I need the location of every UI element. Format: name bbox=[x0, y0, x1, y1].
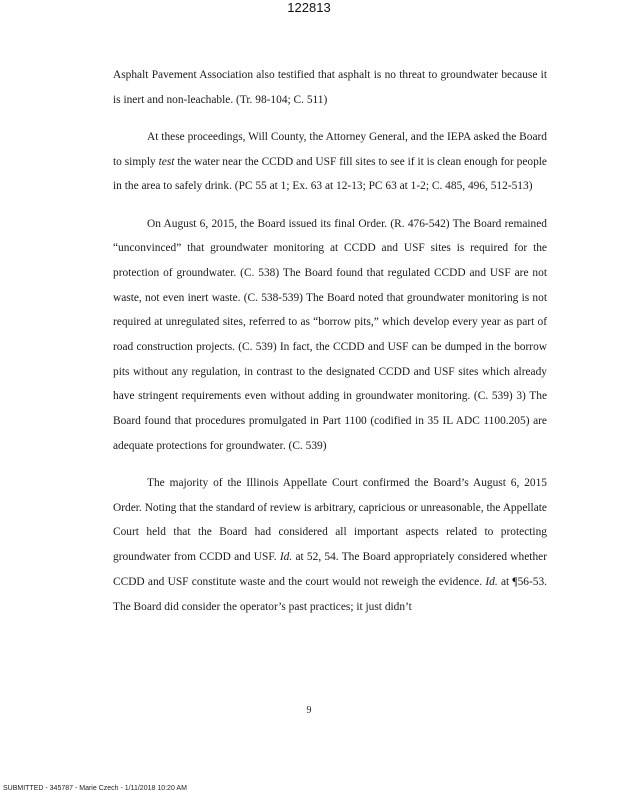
citation-id-2: Id. bbox=[485, 575, 498, 588]
paragraph-4-text-a: The majority of the Illinois Appellate Court confirmed the Board’s August 6, 2015 Order. Noting that the standard of review is arbitrary, capricious or unreasonable, the Appellate Court held that the Board had considered all important aspects related to protecting groundwater from CCDD and USF. bbox=[113, 477, 547, 564]
emphasis-test: test bbox=[158, 155, 175, 168]
submission-stamp: SUBMITTED - 345787 - Marie Czech - 1/11/2018 10:20 AM bbox=[3, 785, 187, 792]
page-number: 9 bbox=[306, 705, 312, 716]
paragraph-1: Asphalt Pavement Association also testified that asphalt is no threat to groundwater because it is inert and non-leachable. (Tr. 98-104; C. 511) bbox=[113, 69, 547, 106]
citation-id-1: Id. bbox=[279, 551, 293, 564]
document-id-number: 122813 bbox=[287, 0, 331, 15]
paragraph-2 bbox=[113, 125, 547, 199]
paragraph-2-text-a: At these proceedings, Will County, the Attorney General, and the IEPA asked the Board to simply bbox=[113, 130, 547, 168]
paragraph-3: On August 6, 2015, the Board issued its final Order. (R. 476-542) The Board remained “unconvinced” that groundwater monitoring at CCDD and USF sites is required for the protection of groundwater. (C. 538) The Board found that regulated CCDD and USF are not waste, not even inert waste. (C. 538-539) The Board noted that groundwater monitoring is not required at unregulated sites, referred to as “borrow pits,” which develop every year as part of road construction projects. (C. 539) In fact, the CCDD and USF can be dumped in the borrow pits without any regulation, in contrast to the designated CCDD and USF sites which already have stringent requirements even without adding in groundwater monitoring. (C. 539) 3) The Board found that procedures promulgated in Part 1100 (codified in 35 IL ADC 1100.205) are adequate protections for groundwater. (C. 539) bbox=[113, 217, 547, 452]
paragraph-2-text-b: the water near the CCDD and USF fill sites to see if it is clean enough for people in the area to safely drink. (PC 55 at 1; Ex. 63 at 12-13; PC 63 at 1-2; C. 485, 496, 512-513) bbox=[113, 155, 547, 193]
document-body bbox=[113, 63, 547, 619]
paragraph-4-text-b: at 52, 54. The Board appropriately considered whether CCDD and USF constitute waste and the court would not reweigh the evidence. bbox=[113, 551, 547, 588]
paragraph-4-text-c: at ¶56-53. The Board did consider the operator’s past practices; it just didn’t bbox=[113, 575, 548, 613]
paragraph-4 bbox=[113, 471, 547, 619]
